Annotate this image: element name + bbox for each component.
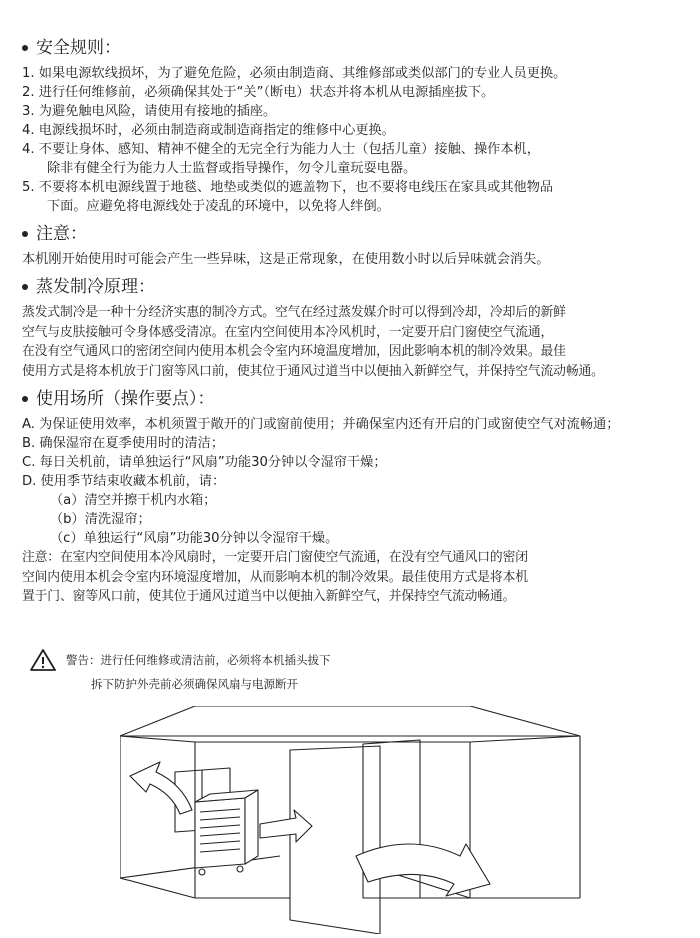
- safety-item: 5. 不要将本机电源线置于地毯、地垫或类似的遮盖物下，也不要将电线压在家具或其他物品: [22, 180, 554, 195]
- usage-note-line: 注意：在室内空间使用本冷风扇时，一定要开启门窗使空气流通，在没有空气通风口的密闭: [22, 550, 528, 565]
- usage-item: A. 为保证使用效率，本机须置于敞开的门或窗前使用；并确保室内还有开启的门或窗使空气对流畅通；: [22, 417, 620, 432]
- safety-section: [22, 36, 682, 216]
- warning-triangle-icon: [30, 648, 56, 672]
- notice-heading: [22, 222, 682, 246]
- warning-line-2: 拆下防护外壳前必须确保风扇与电源断开: [91, 677, 298, 691]
- principle-title: 蒸发制冷原理：: [36, 277, 155, 297]
- usage-item: C. 每日关机前，请单独运行“风扇”功能30分钟以令湿帘干燥；: [22, 455, 387, 470]
- incoming-air-arrow: [130, 762, 192, 814]
- air-cooler-unit: [195, 790, 258, 875]
- warning-line-1: 警告：进行任何维修或清洁前，必须将本机插头拔下: [66, 653, 331, 667]
- safety-item: 3. 为避免触电风险，请使用有接地的插座。: [22, 104, 277, 119]
- safety-item-continued: 除非有健全行为能力人士监督或指导操作，勿令儿童玩耍电器。: [47, 161, 417, 176]
- principle-line: 在没有空气通风口的密闭空间内使用本机会令室内环境温度增加，因此影响本机的制冷效果。最佳: [22, 344, 566, 359]
- bullet-icon: [22, 231, 28, 237]
- safety-item: 2. 进行任何维修前，必须确保其处于“关”（断电）状态并将本机从电源插座拔下。: [22, 85, 495, 100]
- room-airflow-illustration: [120, 706, 590, 934]
- usage-subitem: （c）单独运行“风扇”功能30分钟以令湿帘干燥。: [50, 531, 339, 546]
- principle-line: 使用方式是将本机放于门窗等风口前，使其位于通风过道当中以便抽入新鲜空气，并保持空气流动畅通。: [22, 363, 604, 379]
- notice-title: 注意：: [36, 224, 87, 244]
- principle-line: 空气与皮肤接触可令身体感受清凉。在室内空间使用本冷风机时，一定要开启门窗使空气流通，: [22, 324, 554, 340]
- principle-section: [22, 275, 682, 381]
- notice-text: 本机刚开始使用时可能会产生一些异味，这是正常现象，在使用数小时以后异味就会消失。: [22, 252, 550, 267]
- warning-text: [66, 648, 331, 696]
- usage-subitem: （a）清空并擦干机内水箱；: [50, 493, 217, 508]
- usage-item: B. 确保湿帘在夏季使用时的清洁；: [22, 436, 225, 451]
- bullet-icon: [22, 396, 28, 402]
- safety-item: 4. 电源线损坏时，必须由制造商或制造商指定的维修中心更换。: [22, 123, 395, 138]
- usage-heading: [22, 387, 682, 411]
- safety-title: 安全规则：: [36, 38, 121, 58]
- manual-page: [22, 36, 682, 613]
- usage-subitem: （b）清洗湿帘；: [50, 512, 151, 527]
- safety-item: 4. 不要让身体、感知、精神不健全的无完全行为能力人士（包括儿童）接触、操作本机，: [22, 142, 540, 157]
- usage-note-line: 空间内使用本机会令室内环境湿度增加，从而影响本机的制冷效果。最佳使用方式是将本机: [22, 569, 528, 585]
- room-ceiling: [120, 706, 580, 736]
- usage-title: 使用场所（操作要点）：: [36, 389, 215, 409]
- safety-item: 1. 如果电源软线损坏，为了避免危险，必须由制造商、其维修部或类似部门的专业人员更换。: [22, 66, 567, 81]
- safety-item-continued: 下面。应避免将电源线处于凌乱的环境中，以免将人绊倒。: [47, 199, 390, 214]
- bullet-icon: [22, 45, 28, 51]
- usage-section: [22, 387, 682, 607]
- warning-block: [30, 648, 331, 696]
- bullet-icon: [22, 284, 28, 290]
- usage-item: D. 使用季节结束收藏本机前，请：: [22, 474, 226, 489]
- principle-heading: [22, 275, 682, 299]
- door-panel: [290, 746, 380, 934]
- notice-section: [22, 222, 682, 269]
- safety-heading: [22, 36, 682, 60]
- principle-line: 蒸发式制冷是一种十分经济实惠的制冷方式。空气在经过蒸发媒介时可以得到冷却，冷却后的新鲜: [22, 305, 566, 320]
- usage-note-line: 置于门、窗等风口前，使其位于通风过道当中以便抽入新鲜空气，并保持空气流动畅通。: [22, 589, 516, 604]
